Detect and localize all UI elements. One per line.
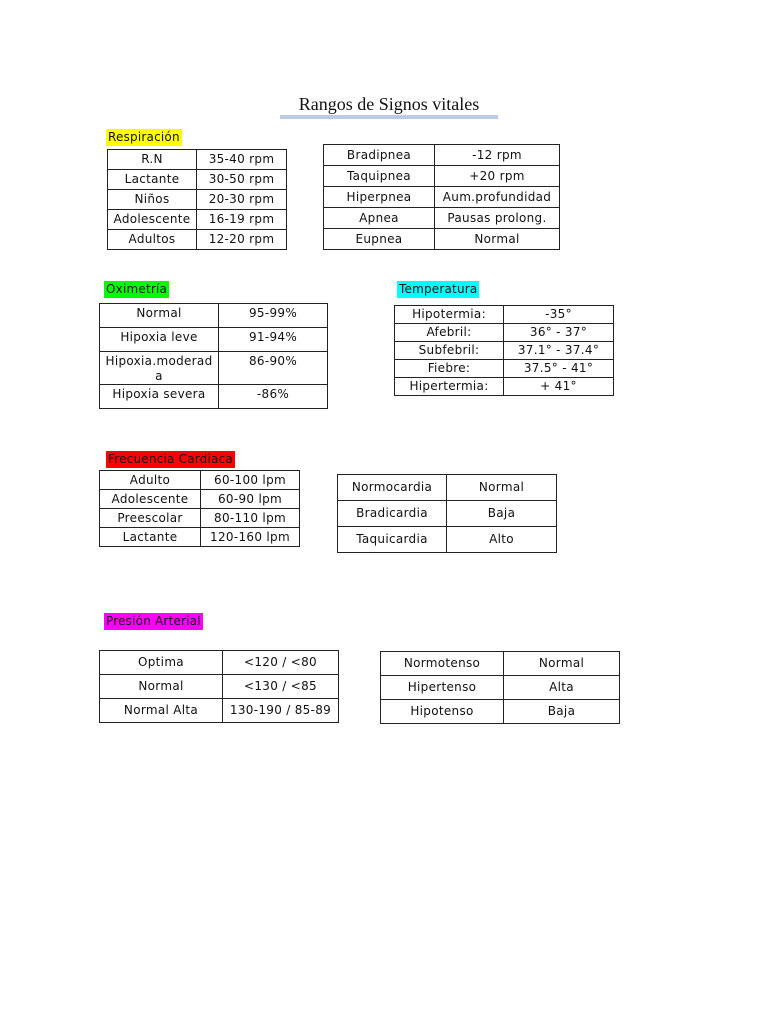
table-row <box>100 490 300 509</box>
row-label: Preescolar <box>100 509 201 528</box>
row-label: Normal <box>100 304 219 328</box>
table-row <box>324 166 560 187</box>
row-value: <120 / <80 <box>223 651 339 675</box>
table-row <box>381 676 620 700</box>
section-heading-temperatura: Temperatura <box>399 282 478 296</box>
table-row <box>108 230 287 250</box>
row-value: 95-99% <box>219 304 328 328</box>
row-value: 80-110 lpm <box>201 509 300 528</box>
table-row <box>100 304 328 328</box>
row-value: 91-94% <box>219 328 328 352</box>
row-value: Alto <box>447 527 557 553</box>
row-value: 16-19 rpm <box>197 210 287 230</box>
section-heading-presion-arterial: Presión Arterial <box>106 614 201 628</box>
table-row <box>100 675 339 699</box>
row-label: Adolescente <box>108 210 197 230</box>
row-label: Lactante <box>100 528 201 547</box>
row-label: Optima <box>100 651 223 675</box>
row-label: Bradicardia <box>338 501 447 527</box>
table-row <box>324 145 560 166</box>
row-label: Hipoxia leve <box>100 328 219 352</box>
row-value: Baja <box>504 700 620 724</box>
table-row <box>395 342 614 360</box>
row-value: 60-90 lpm <box>201 490 300 509</box>
table-row <box>395 378 614 396</box>
section-heading-frecuencia-cardiaca: Frecuencia Cardiaca <box>108 452 233 466</box>
row-value: 30-50 rpm <box>197 170 287 190</box>
table-presion-terminos <box>380 651 620 724</box>
row-value: Aum.profundidad <box>435 187 560 208</box>
row-label: Hiperpnea <box>324 187 435 208</box>
section-heading-respiracion: Respiración <box>108 130 180 144</box>
row-label: Adolescente <box>100 490 201 509</box>
row-value: 86-90% <box>219 352 328 385</box>
section-heading-oximetria: Oximetría <box>106 282 168 296</box>
table-temperatura <box>394 305 614 396</box>
row-label: Lactante <box>108 170 197 190</box>
row-label: Eupnea <box>324 229 435 250</box>
table-row <box>100 651 339 675</box>
row-label: Normal Alta <box>100 699 223 723</box>
row-label: Hipoxia.moderad a <box>100 352 219 385</box>
table-row <box>100 528 300 547</box>
row-label: Afebril: <box>395 324 504 342</box>
row-value: + 41° <box>504 378 614 396</box>
row-value: Alta <box>504 676 620 700</box>
table-row <box>100 328 328 352</box>
table-respiracion-terminos <box>323 144 560 250</box>
table-presion-valores <box>99 650 339 723</box>
table-respiracion-edades <box>107 149 287 250</box>
table-row <box>338 475 557 501</box>
row-label: Hipoxia severa <box>100 385 219 409</box>
page-title: Rangos de Signos vitales <box>280 94 498 119</box>
table-row <box>395 306 614 324</box>
row-value: 37.1° - 37.4° <box>504 342 614 360</box>
table-row <box>395 360 614 378</box>
row-label: Fiebre: <box>395 360 504 378</box>
table-row <box>108 170 287 190</box>
row-label: Apnea <box>324 208 435 229</box>
row-label: Subfebril: <box>395 342 504 360</box>
row-value: Pausas prolong. <box>435 208 560 229</box>
row-value: 35-40 rpm <box>197 150 287 170</box>
row-value: Normal <box>504 652 620 676</box>
table-row <box>100 385 328 409</box>
table-frecuencia-edades <box>99 470 300 547</box>
row-value: 12-20 rpm <box>197 230 287 250</box>
row-label: Hipotermia: <box>395 306 504 324</box>
row-value: +20 rpm <box>435 166 560 187</box>
row-value: -35° <box>504 306 614 324</box>
table-row <box>338 501 557 527</box>
row-value: <130 / <85 <box>223 675 339 699</box>
table-row <box>100 509 300 528</box>
table-row <box>108 150 287 170</box>
row-value: Normal <box>435 229 560 250</box>
table-row <box>100 699 339 723</box>
table-row <box>108 190 287 210</box>
table-row <box>324 187 560 208</box>
row-label: Hipotenso <box>381 700 504 724</box>
row-label: R.N <box>108 150 197 170</box>
row-value: Baja <box>447 501 557 527</box>
row-label: Hipertermia: <box>395 378 504 396</box>
table-row <box>395 324 614 342</box>
row-label: Adultos <box>108 230 197 250</box>
row-value: 36° - 37° <box>504 324 614 342</box>
row-label: Hipertenso <box>381 676 504 700</box>
row-label: Taquicardia <box>338 527 447 553</box>
row-value: Normal <box>447 475 557 501</box>
row-label: Normocardia <box>338 475 447 501</box>
table-row <box>381 700 620 724</box>
table-row <box>100 352 328 385</box>
row-label: Taquipnea <box>324 166 435 187</box>
row-value: -12 rpm <box>435 145 560 166</box>
table-row <box>338 527 557 553</box>
row-label: Normal <box>100 675 223 699</box>
row-value: 120-160 lpm <box>201 528 300 547</box>
row-value: 37.5° - 41° <box>504 360 614 378</box>
table-row <box>324 208 560 229</box>
table-frecuencia-terminos <box>337 474 557 553</box>
table-row <box>100 471 300 490</box>
row-label: Niños <box>108 190 197 210</box>
row-value: -86% <box>219 385 328 409</box>
row-label: Adulto <box>100 471 201 490</box>
row-label: Bradipnea <box>324 145 435 166</box>
table-row <box>108 210 287 230</box>
row-label: Normotenso <box>381 652 504 676</box>
row-value: 130-190 / 85-89 <box>223 699 339 723</box>
table-row <box>381 652 620 676</box>
row-value: 60-100 lpm <box>201 471 300 490</box>
table-row <box>324 229 560 250</box>
table-oximetria <box>99 303 328 409</box>
row-value: 20-30 rpm <box>197 190 287 210</box>
